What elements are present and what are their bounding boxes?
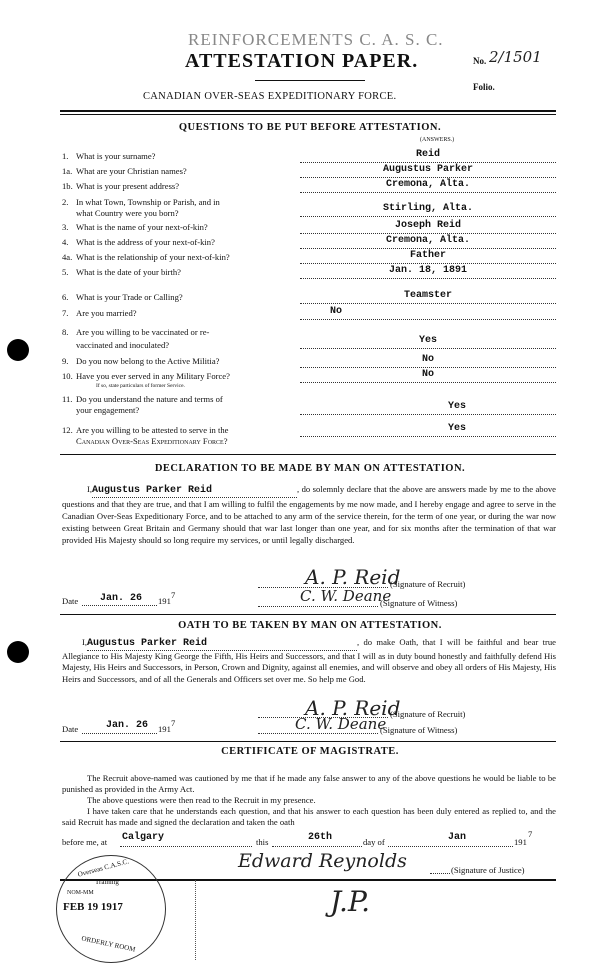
question-8: 8. Are you willing to be vaccinated or re- vaccinated and inoculated? <box>62 327 210 350</box>
question-1: 1. What is your surname? <box>62 151 156 161</box>
oath-date: Jan. 26 <box>106 720 149 731</box>
before-me-label: before me, at <box>62 837 108 847</box>
answer-christian-names: Augustus Parker <box>300 165 556 178</box>
stamp-line2: NOM-MM <box>67 890 94 896</box>
reinforcements-stamp: REINFORCEMENTS C. A. S. C. <box>188 30 444 49</box>
justice-signature: Edward Reynolds <box>238 850 407 872</box>
oath-name: Augustus Parker Reid <box>87 638 208 649</box>
answer-surname: Reid <box>300 150 556 163</box>
question-3: 3. What is the name of your next-of-kin? <box>62 222 208 232</box>
witness-label-1: (Signature of Witness) <box>380 598 458 608</box>
recruit-signature-2: A. P. Reid <box>305 696 401 720</box>
number-value: 2/1501 <box>489 48 542 66</box>
witness-signature-line-2 <box>258 733 378 734</box>
header-rule-thin <box>60 114 556 115</box>
stamp-bottom-text: ORDERLY ROOM <box>80 934 137 954</box>
answer-vaccinated: Yes <box>300 336 556 349</box>
recruit-label-2: (Signature of Recruit) <box>390 709 466 719</box>
title-divider <box>255 80 365 81</box>
witness-label-2: (Signature of Witness) <box>380 725 458 735</box>
question-4: 4. What is the address of your next-of-kin? <box>62 237 215 247</box>
answer-willing-attest: Yes <box>300 424 556 437</box>
orderly-room-stamp <box>56 855 166 963</box>
oath-text: I,Augustus Parker Reid , do make Oath, that I will be faithful and bear true Allegiance to His Majesty King George the Fifth, His Heirs and Successors, and that I will as in duty bound honestly and faithfully defend His Majesty, His Heirs and Successors, in Person, Crown and Dignity, against all enemies, and will observe and obey all orders of His Majesty, His Heirs and Successors, and of all the Generals and Officers set over me. So help me God. <box>62 637 556 684</box>
justice-label: (Signature of Justice) <box>451 865 525 875</box>
certificate-year-prefix: 191 <box>514 837 527 847</box>
question-7: 7. Are you married? <box>62 308 137 318</box>
question-12: 12. Are you willing to be attested to serve in the Canadian Over-Seas Expeditionary Force? <box>62 425 229 446</box>
declaration-heading: DECLARATION TO BE MADE BY MAN ON ATTESTATION. <box>154 463 466 474</box>
questions-heading: QUESTIONS TO BE PUT BEFORE ATTESTATION. <box>178 122 442 133</box>
certificate-p2: The above questions were then read to the Recruit in my presence. <box>87 795 316 805</box>
force-subtitle: CANADIAN OVER-SEAS EXPEDITIONARY FORCE. <box>143 91 397 102</box>
page-title: ATTESTATION PAPER. <box>185 50 419 72</box>
question-1b: 1b. What is your present address? <box>62 181 180 191</box>
declaration-name: Augustus Parker Reid <box>92 485 213 496</box>
recruit-label-1: (Signature of Recruit) <box>390 579 466 589</box>
question-2: 2. In what Town, Township or Parish, and in what Country were you born? <box>62 197 220 218</box>
number-label: No. <box>473 56 487 66</box>
answers-label: (ANSWERS.) <box>420 137 455 143</box>
question-1a: 1a. What are your Christian names? <box>62 166 187 176</box>
day-line <box>272 846 362 847</box>
witness-signature-1: C. W. Deane <box>300 587 392 605</box>
question-5: 5. What is the date of your birth? <box>62 267 182 277</box>
stamp-date: FEB 19 1917 <box>63 901 123 913</box>
declaration-rule <box>60 614 556 615</box>
question-11: 11. Do you understand the nature and terms of your engagement? <box>62 394 223 415</box>
certificate-p3: I have taken care that he understands each question, and that his answer to each question has been duly entered as replied to, and the said Recruit has made and signed the declaration and taken the oath <box>62 806 556 827</box>
stamp-top-text: Overseas C.A.S.C. <box>76 857 130 879</box>
answer-military-service: No <box>300 370 556 383</box>
month-line <box>388 846 513 847</box>
stamp-middle-text: Training <box>95 878 119 886</box>
recruit-signature-1: A. P. Reid <box>305 565 401 589</box>
justice-initials: J.P. <box>330 885 371 918</box>
answer-birthplace: Stirling, Alta. <box>300 204 556 217</box>
folio-label: Folio. <box>473 82 495 92</box>
day-of-label: day of <box>363 837 385 847</box>
oath-year-prefix: 191 <box>158 724 171 734</box>
answer-relationship: Father <box>300 251 556 264</box>
oath-rule <box>60 741 556 742</box>
header-rule <box>60 110 556 112</box>
answer-trade: Teamster <box>300 291 556 304</box>
answer-militia: No <box>300 355 556 368</box>
question-4a: 4a. What is the relationship of your next-of-kin? <box>62 252 230 262</box>
answer-birth-date: Jan. 18, 1891 <box>300 266 556 279</box>
witness-signature-2: C. W. Deane <box>295 715 387 733</box>
answer-understand: Yes <box>300 402 556 415</box>
justice-signature-line <box>430 873 450 874</box>
this-label: this <box>256 837 269 847</box>
date-label-1: Date <box>62 596 79 606</box>
question-10: 10. Have you ever served in any Military Force? $^{If so, state particulars of former Service.}$ <box>62 371 230 389</box>
certificate-day: 26th <box>308 832 333 843</box>
oath-year-suffix: 7 <box>171 718 176 728</box>
question-6: 6. What is your Trade or Calling? <box>62 292 183 302</box>
punch-hole-bottom <box>7 641 29 663</box>
declaration-text: I,Augustus Parker Reid , do solemnly declare that the above are answers made by me to the above questions and that they are true, and that I am willing to fulfil the engagements by me now made, and I hereby engage and agree to serve in the Canadian Over-Seas Expeditionary Force, and to be attached to any arm of the service therein, for the term of one year, or during the war now existing between Great Britain and Germany should that war last longer than one year, and for six months after the termination of that war provided His Majesty should so long require my services, or until legally discharged. <box>62 484 556 545</box>
declaration-year-prefix: 191 <box>158 596 171 606</box>
certificate-year-suffix: 7 <box>528 829 533 839</box>
answer-address: Cremona, Alta. <box>300 180 556 193</box>
declaration-year-suffix: 7 <box>171 590 176 600</box>
margin-line <box>195 880 196 960</box>
oath-heading: OATH TO BE TAKEN BY MAN ON ATTESTATION. <box>178 620 442 631</box>
answer-next-of-kin: Joseph Reid <box>300 221 556 234</box>
question-9: 9. Do you now belong to the Active Militia? <box>62 356 220 366</box>
certificate-place: Calgary <box>122 832 165 843</box>
questions-rule <box>60 454 556 455</box>
certificate-p1: The Recruit above-named was cautioned by me that if he made any false answer to any of the above questions he would be liable to be punished as provided in the Army Act. <box>62 773 556 794</box>
certificate-month: Jan <box>448 832 467 843</box>
witness-signature-line-1 <box>258 606 378 607</box>
answer-kin-address: Cremona, Alta. <box>300 236 556 249</box>
place-line <box>120 846 252 847</box>
answer-married: No <box>300 307 556 320</box>
date-line-1 <box>82 605 157 606</box>
certificate-heading: CERTIFICATE OF MAGISTRATE. <box>221 746 399 757</box>
declaration-date: Jan. 26 <box>100 593 143 604</box>
date-line-2 <box>82 733 157 734</box>
date-label-2: Date <box>62 724 79 734</box>
punch-hole-top <box>7 339 29 361</box>
